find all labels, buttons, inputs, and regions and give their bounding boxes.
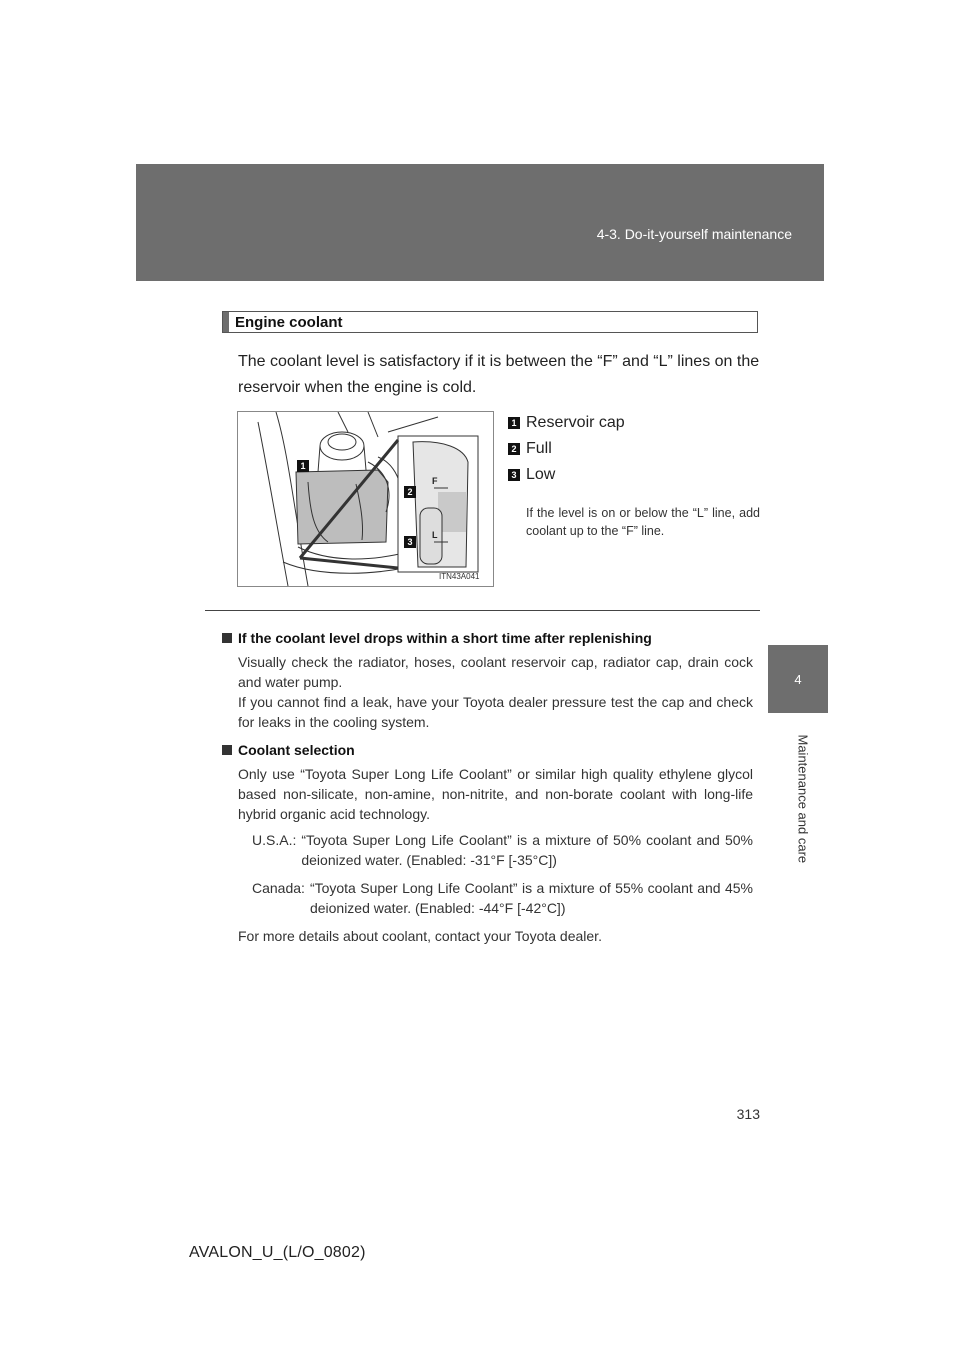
note-paragraph: Only use “Toyota Super Long Life Coolant” or similar high quality ethylene glycol based non-silicate, non-amine, non-nitrite, and non-borate coolant with long-life hybrid organic acid technology. bbox=[238, 766, 753, 822]
legend-number: 2 bbox=[508, 443, 520, 455]
region-term: U.S.A.: bbox=[252, 832, 297, 848]
note-heading bbox=[222, 628, 753, 648]
note-heading bbox=[222, 740, 753, 760]
callout-2: 2 bbox=[404, 486, 416, 498]
heading-accent-bar bbox=[223, 312, 229, 332]
legend-label: Full bbox=[526, 440, 552, 457]
note-closing: For more details about coolant, contact your Toyota dealer. bbox=[238, 928, 602, 944]
document-code: AVALON_U_(L/O_0802) bbox=[189, 1244, 366, 1261]
region-term: Canada: bbox=[252, 880, 305, 896]
figure-legend bbox=[508, 410, 760, 540]
square-bullet-icon bbox=[222, 745, 232, 755]
section-title: 4-3. Do-it-yourself maintenance bbox=[596, 226, 792, 242]
region-text: “Toyota Super Long Life Coolant” is a mixture of 50% coolant and 50% deionized water. (Enabled: -31°F [-35°C]) bbox=[301, 832, 753, 868]
notes-section bbox=[222, 628, 753, 952]
illustration-drawing bbox=[238, 412, 493, 586]
legend-item bbox=[508, 436, 760, 462]
coolant-reservoir-illustration bbox=[237, 411, 494, 587]
note-heading-text: Coolant selection bbox=[238, 742, 355, 758]
legend-number: 3 bbox=[508, 469, 520, 481]
header-band bbox=[136, 164, 824, 281]
legend-label: Low bbox=[526, 466, 556, 483]
legend-label: Reservoir cap bbox=[526, 414, 625, 431]
subsection-title: Engine coolant bbox=[235, 314, 343, 331]
chapter-label: Maintenance and care bbox=[795, 734, 811, 864]
chapter-number: 4 bbox=[794, 672, 802, 687]
legend-note: If the level is on or below the “L” line, add coolant up to the “F” line. bbox=[526, 506, 760, 538]
note-line: If you cannot find a leak, have your Toyota dealer pressure test the cap and check for leaks in the cooling system. bbox=[238, 694, 753, 730]
legend-item bbox=[508, 462, 760, 488]
region-text: “Toyota Super Long Life Coolant” is a mixture of 55% coolant and 45% deionized water. (Enabled: -44°F [-42°C]) bbox=[309, 880, 753, 916]
figure-code: ITN43A041 bbox=[439, 572, 480, 581]
note-paragraph bbox=[238, 652, 753, 732]
region-row bbox=[252, 878, 753, 918]
region-row bbox=[252, 830, 753, 870]
legend-item bbox=[508, 410, 760, 436]
callout-1: 1 bbox=[297, 460, 309, 472]
square-bullet-icon bbox=[222, 633, 232, 643]
intro-paragraph: The coolant level is satisfactory if it is between the “F” and “L” lines on the reservoir when the engine is cold. bbox=[238, 353, 760, 396]
subsection-heading bbox=[222, 311, 758, 333]
section-divider bbox=[205, 610, 760, 611]
note-heading-text: If the coolant level drops within a short time after replenishing bbox=[238, 630, 652, 646]
note-line: Visually check the radiator, hoses, coolant reservoir cap, radiator cap, drain cock and water pump. bbox=[238, 654, 753, 690]
page-number: 313 bbox=[736, 1106, 760, 1122]
chapter-tab bbox=[768, 645, 828, 713]
mark-f: F bbox=[432, 476, 438, 486]
callout-3: 3 bbox=[404, 536, 416, 548]
mark-l: L bbox=[432, 530, 438, 540]
legend-number: 1 bbox=[508, 417, 520, 429]
